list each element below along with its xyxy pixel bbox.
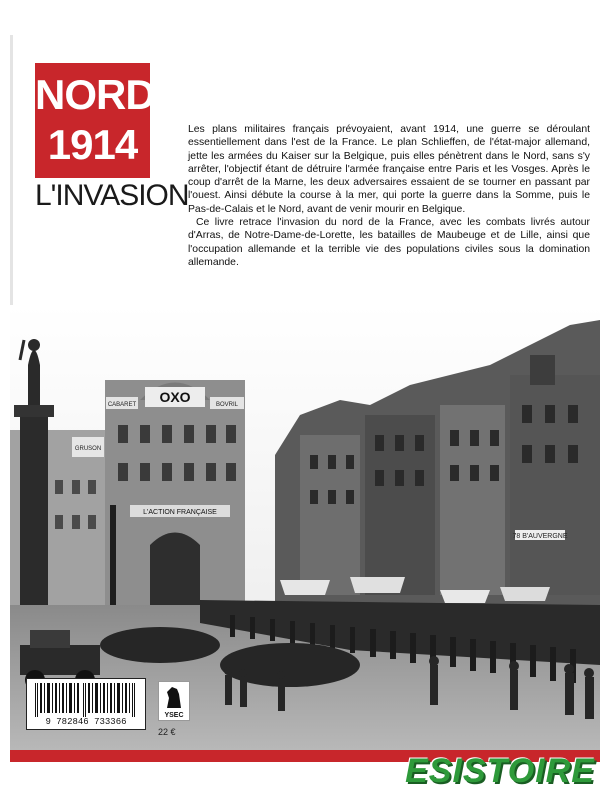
price: 22 € bbox=[158, 727, 176, 737]
central-building bbox=[105, 380, 245, 610]
subtitle: L'INVASION bbox=[35, 179, 189, 212]
sign-auvergne: 78 B'AUVERGNE bbox=[512, 533, 568, 540]
back-cover-blurb bbox=[188, 123, 590, 269]
sign-action-francaise: L'ACTION FRANÇAISE bbox=[143, 509, 217, 516]
title-year: 1914 bbox=[47, 121, 138, 168]
sign-cabaret: CABARET bbox=[107, 402, 137, 408]
knight-icon bbox=[159, 684, 189, 710]
sign-gruson: GRUSON bbox=[74, 446, 102, 452]
site-watermark bbox=[400, 750, 600, 794]
sign-oxo: OXO bbox=[159, 389, 191, 405]
publisher-name: YSEC bbox=[164, 712, 184, 719]
barcode-number: 9 782846 733366 bbox=[45, 717, 127, 727]
isbn-barcode bbox=[26, 678, 146, 730]
book-back-cover bbox=[10, 35, 600, 750]
barcode-bars bbox=[27, 681, 145, 719]
title-nord: NORD bbox=[35, 71, 155, 118]
sign-bovril: BOVRIL bbox=[215, 402, 239, 408]
watermark-text: ESISTOIRE bbox=[405, 752, 595, 790]
publisher-logo bbox=[158, 681, 190, 721]
blurb-paragraph-1: Les plans militaires français prévoyaient, avant 1914, une guerre se déroulant essentiellement dans l'est de la France. Le plan Schlieffen, de l'état-major allemand, jette les armées du Kaiser sur la Belgique, puis elles pénètrent dans le Nord, sans s'y arrêter, l'objectif étant de détruire l'armée française entre Paris et les Vosges. Après le coup d'arrêt de la Marne, les deux adversaires essaient de se tourner en passant par l'ouest. Ainsi débute la course à la mer, qui porte la guerre dans la Somme, puis le Pas-de-Calais et le Nord, avant de venir mourir en Belgique. bbox=[188, 124, 590, 215]
title-block bbox=[35, 63, 155, 178]
blurb-paragraph-2: Ce livre retrace l'invasion du nord de la France, avec les combats livrés autour d'Arras, de Notre-Dame-de-Lorette, les batailles de Maubeuge et de Lille, ainsi que l'occupation allemande et la terrible vie des populations civiles sous la domination allemande. bbox=[188, 217, 590, 268]
